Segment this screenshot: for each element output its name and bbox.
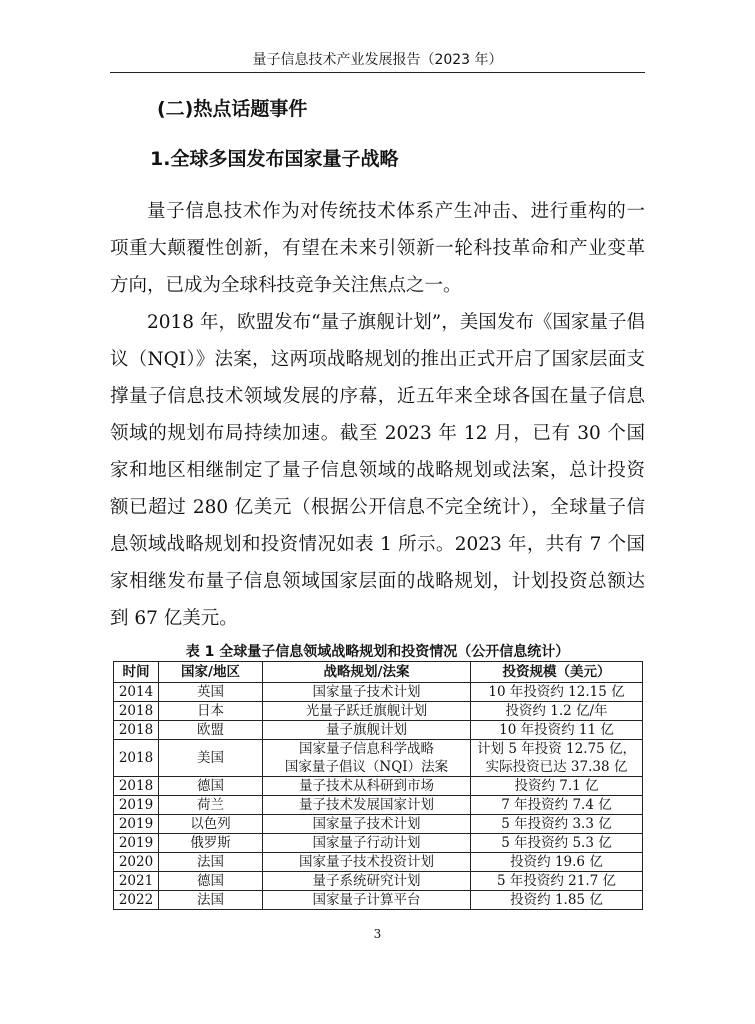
cell-time: 2018 — [114, 740, 159, 777]
cell-time: 2021 — [114, 872, 159, 891]
cell-country: 德国 — [159, 872, 263, 891]
cell-time: 2018 — [114, 777, 159, 796]
cell-investment: 10 年投资约 12.15 亿 — [471, 683, 643, 702]
cell-strategy: 光量子跃迁旗舰计划 — [263, 702, 471, 721]
cell-country: 德国 — [159, 777, 263, 796]
header-country: 国家/地区 — [159, 662, 263, 683]
cell-investment: 5 年投资约 21.7 亿 — [471, 872, 643, 891]
table-row — [114, 702, 643, 721]
table-row — [114, 796, 643, 815]
cell-country: 以色列 — [159, 815, 263, 834]
cell-strategy: 量子系统研究计划 — [263, 872, 471, 891]
cell-investment: 10 年投资约 11 亿 — [471, 721, 643, 740]
cell-line: 国家量子倡议（NQI）法案 — [284, 759, 449, 775]
cell-time: 2018 — [114, 702, 159, 721]
cell-investment: 投资约 7.1 亿 — [471, 777, 643, 796]
cell-line: 实际投资已达 37.38 亿 — [485, 759, 628, 775]
cell-country: 欧盟 — [159, 721, 263, 740]
page-number: 3 — [373, 927, 382, 941]
cell-time: 2019 — [114, 796, 159, 815]
subsection-heading: 1.全球多国发布国家量子战略 — [150, 148, 399, 170]
body-text — [110, 193, 645, 637]
table-row — [114, 872, 643, 891]
cell-time: 2019 — [114, 834, 159, 853]
strategy-table — [113, 661, 643, 910]
cell-country: 俄罗斯 — [159, 834, 263, 853]
cell-strategy: 量子旗舰计划 — [263, 721, 471, 740]
cell-strategy: 国家量子行动计划 — [263, 834, 471, 853]
cell-strategy: 量子技术发展国家计划 — [263, 796, 471, 815]
cell-country: 美国 — [159, 740, 263, 777]
table-header-row — [114, 662, 643, 683]
cell-time: 2018 — [114, 721, 159, 740]
cell-strategy: 国家量子技术计划 — [263, 683, 471, 702]
cell-time: 2014 — [114, 683, 159, 702]
cell-strategy — [263, 740, 471, 777]
header-time: 时间 — [114, 662, 159, 683]
cell-investment: 7 年投资约 7.4 亿 — [471, 796, 643, 815]
cell-investment: 投资约 1.2 亿/年 — [471, 702, 643, 721]
cell-investment: 投资约 1.85 亿 — [471, 891, 643, 910]
header-strategy: 战略规划/法案 — [263, 662, 471, 683]
table-row — [114, 740, 643, 777]
table-row — [114, 853, 643, 872]
cell-country: 法国 — [159, 853, 263, 872]
cell-line: 国家量子信息科学战略 — [299, 741, 434, 757]
cell-investment: 5 年投资约 3.3 亿 — [471, 815, 643, 834]
table-caption: 表 1 全球量子信息领域战略规划和投资情况（公开信息统计） — [185, 644, 570, 660]
cell-investment: 5 年投资约 5.3 亿 — [471, 834, 643, 853]
table-row — [114, 834, 643, 853]
cell-country: 日本 — [159, 702, 263, 721]
table-row — [114, 683, 643, 702]
table-row — [114, 721, 643, 740]
cell-country: 英国 — [159, 683, 263, 702]
table-row — [114, 777, 643, 796]
cell-line: 计划 5 年投资 12.75 亿， — [477, 741, 636, 757]
cell-country: 法国 — [159, 891, 263, 910]
cell-strategy: 国家量子技术计划 — [263, 815, 471, 834]
paragraph: 量子信息技术作为对传统技术体系产生冲击、进行重构的一项重大颠覆性创新，有望在未来引领新一轮科技革命和产业变革方向，已成为全球科技竞争关注焦点之一。 — [110, 201, 645, 296]
cell-time: 2022 — [114, 891, 159, 910]
paragraph: 2018 年，欧盟发布“量子旗舰计划”，美国发布《国家量子倡议（NQI）》法案，这两项战略规划的推出正式开启了国家层面支撑量子信息技术领域发展的序幕，近五年来全球各国在量子信息领域的规划布局持续加速。截至 2023 年 12 月，已有 30 个国家和地区相继制定了量子信息领域的战略规划或法案，总计投资额已超过 280 亿美元（根据公开信息不完全统计），全球量子信息领域战略规划和投资情况如表 1 所示。2023 年，共有 7 个国家相继发布量子信息领域国家层面的战略规划，计划投资总额达到 67 亿美元。 — [110, 312, 645, 629]
cell-investment — [471, 740, 643, 777]
header-divider — [110, 72, 645, 73]
cell-strategy: 国家量子计算平台 — [263, 891, 471, 910]
table-row — [114, 815, 643, 834]
cell-strategy: 国家量子技术投资计划 — [263, 853, 471, 872]
cell-time: 2019 — [114, 815, 159, 834]
header-investment: 投资规模（美元） — [471, 662, 643, 683]
table-row — [114, 891, 643, 910]
running-header: 量子信息技术产业发展报告（2023 年） — [252, 52, 503, 68]
cell-strategy: 量子技术从科研到市场 — [263, 777, 471, 796]
cell-investment: 投资约 19.6 亿 — [471, 853, 643, 872]
cell-time: 2020 — [114, 853, 159, 872]
section-heading: (二)热点话题事件 — [157, 98, 308, 120]
cell-country: 荷兰 — [159, 796, 263, 815]
